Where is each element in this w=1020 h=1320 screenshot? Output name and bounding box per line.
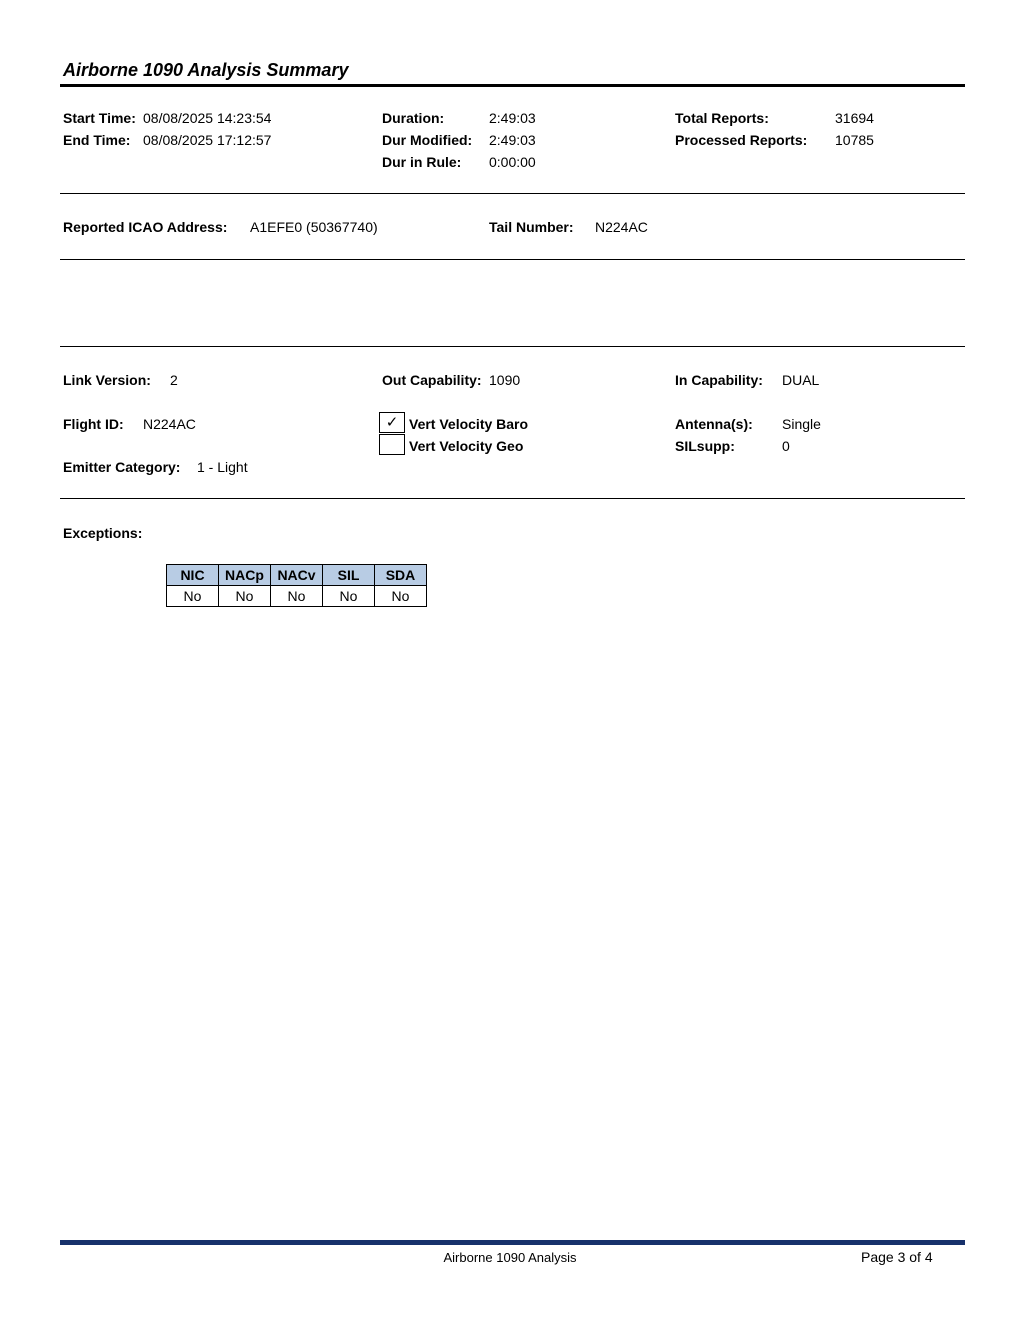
tail-number-label: Tail Number: xyxy=(489,219,574,235)
total-reports-value: 31694 xyxy=(835,110,874,126)
vert-velocity-geo-label: Vert Velocity Geo xyxy=(409,438,524,454)
sda-value: No xyxy=(375,586,427,607)
emitter-category-label: Emitter Category: xyxy=(63,459,181,475)
end-time-value: 08/08/2025 17:12:57 xyxy=(143,132,272,148)
link-version-label: Link Version: xyxy=(63,372,151,388)
section-divider xyxy=(60,193,965,194)
processed-reports-value: 10785 xyxy=(835,132,874,148)
icao-address-label: Reported ICAO Address: xyxy=(63,219,228,235)
processed-reports-label: Processed Reports: xyxy=(675,132,808,148)
section-divider xyxy=(60,498,965,499)
icao-address-value: A1EFE0 (50367740) xyxy=(250,219,378,235)
column-header-nacp: NACp xyxy=(219,565,271,586)
flight-id-label: Flight ID: xyxy=(63,416,124,432)
section-divider xyxy=(60,346,965,347)
nacp-value: No xyxy=(219,586,271,607)
in-capability-label: In Capability: xyxy=(675,372,763,388)
table-header-row xyxy=(167,565,427,586)
column-header-sil: SIL xyxy=(323,565,375,586)
nacv-value: No xyxy=(271,586,323,607)
nic-value: No xyxy=(167,586,219,607)
column-header-nic: NIC xyxy=(167,565,219,586)
emitter-category-value: 1 - Light xyxy=(197,459,248,475)
dur-in-rule-label: Dur in Rule: xyxy=(382,154,462,170)
table-row xyxy=(167,586,427,607)
total-reports-label: Total Reports: xyxy=(675,110,769,126)
end-time-label: End Time: xyxy=(63,132,131,148)
dur-modified-label: Dur Modified: xyxy=(382,132,473,148)
page-title: Airborne 1090 Analysis Summary xyxy=(63,60,349,80)
antenna-value: Single xyxy=(782,416,821,432)
silsupp-value: 0 xyxy=(782,438,790,454)
dur-in-rule-value: 0:00:00 xyxy=(489,154,536,170)
vert-velocity-baro-checkbox[interactable] xyxy=(379,412,405,433)
dur-modified-value: 2:49:03 xyxy=(489,132,536,148)
duration-value: 2:49:03 xyxy=(489,110,536,126)
duration-label: Duration: xyxy=(382,110,445,126)
exceptions-table xyxy=(166,564,427,607)
flight-id-value: N224AC xyxy=(143,416,196,432)
exceptions-label: Exceptions: xyxy=(63,525,143,541)
start-time-value: 08/08/2025 14:23:54 xyxy=(143,110,272,126)
title-underline xyxy=(60,84,965,87)
checkmark-icon: ✓ xyxy=(385,414,399,431)
column-header-sda: SDA xyxy=(375,565,427,586)
silsupp-label: SILsupp: xyxy=(675,438,735,454)
start-time-label: Start Time: xyxy=(63,110,136,126)
column-header-nacv: NACv xyxy=(271,565,323,586)
out-capability-value: 1090 xyxy=(489,372,521,388)
in-capability-value: DUAL xyxy=(782,372,820,388)
footer-bar xyxy=(60,1240,965,1245)
section-divider xyxy=(60,259,965,260)
vert-velocity-baro-label: Vert Velocity Baro xyxy=(409,416,529,432)
footer-title: Airborne 1090 Analysis xyxy=(443,1250,577,1265)
sil-value: No xyxy=(323,586,375,607)
antenna-label: Antenna(s): xyxy=(675,416,753,432)
vert-velocity-geo-checkbox[interactable] xyxy=(379,434,405,455)
page-number: Page 3 of 4 xyxy=(861,1249,933,1265)
tail-number-value: N224AC xyxy=(595,219,648,235)
out-capability-label: Out Capability: xyxy=(382,372,482,388)
link-version-value: 2 xyxy=(170,372,178,388)
